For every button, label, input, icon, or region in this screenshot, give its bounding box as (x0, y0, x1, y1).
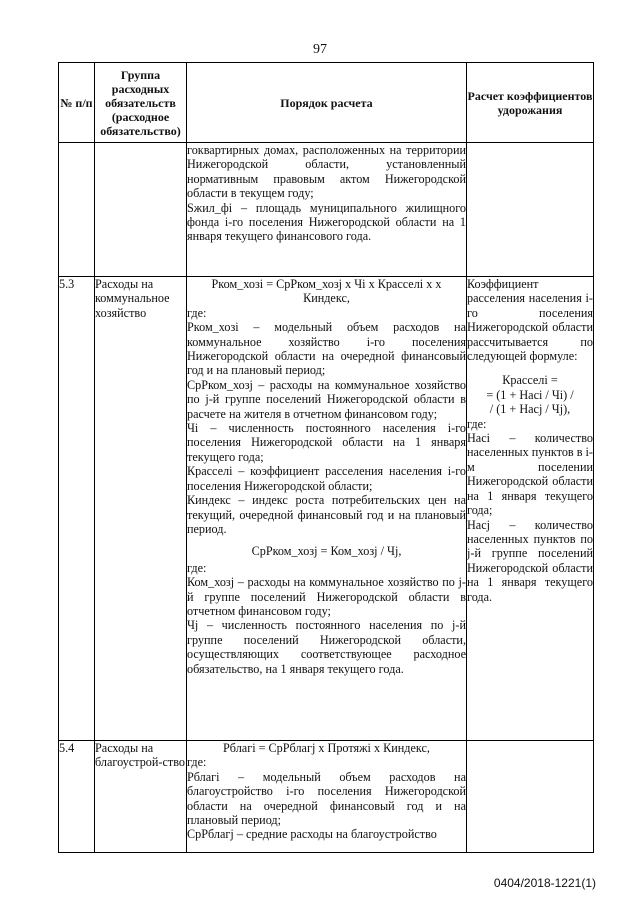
row-procedure (187, 741, 467, 853)
text-line: Красселi – коэффициент расселения населения i-го поселения Нижегородской области; (187, 464, 466, 493)
coef-formula: = (1 + Наci / Чi) / (486, 387, 574, 402)
document-code: 0404/2018-1221(1) (493, 876, 596, 890)
coef-line: Наci – количество населенных пунктов в i-м поселении Нижегородской области на 1 января текущего года; (467, 431, 593, 518)
coef-line: Наcj – количество населенных пунктов по j-й группе поселений Нижегородской области на 1 января текущего года. (467, 517, 593, 604)
continuation-line: гоквартирных домах, расположенных на территории Нижегородской области, установленный нормативным правовым актом Нижегородской области в текущем году; (187, 143, 466, 201)
table-row-5-3 (59, 277, 594, 741)
header-coefficient: Расчет коэффициентов удорожания (467, 63, 594, 143)
coef-line: где: (467, 416, 487, 431)
formula: Pком_хозi = СрРком_хозj х Чi х Красселi х х Киндекс, (211, 277, 442, 306)
row-procedure (187, 277, 467, 741)
row-group: Расходы на благоустрой-ство (95, 741, 187, 853)
header-row (59, 63, 594, 143)
text-line: где: (187, 560, 207, 575)
text-line: СрРком_хозj – расходы на коммунальное хозяйство по j-й группе поселений Нижегородской области в расчете на жителя в отчетном финансовом году; (187, 377, 466, 421)
text-line: где: (187, 305, 207, 320)
row-group: Расходы на коммунальное хозяйство (95, 277, 187, 741)
formula: Рблагi = СрРблагj х Протяжi х Киндекс, (223, 741, 430, 755)
header-num: № п/п (59, 63, 95, 143)
text-line: где: (187, 755, 207, 770)
text-line: Рблагi – модельный объем расходов на благоустройство i-го поселения Нижегородской области на очередной финансовый год и на плановый период; (187, 769, 466, 828)
table-row-5-4 (59, 741, 594, 853)
header-procedure: Порядок расчета (187, 63, 467, 143)
header-group: Группа расходных обязательств (расходное обязательство) (95, 63, 187, 143)
text-line: Ком_хозj – расходы на коммунальное хозяйство по j-й группе поселений Нижегородской области в отчетном финансовом году; (187, 575, 466, 618)
row-coefficient (467, 277, 594, 741)
row-number: 5.4 (59, 741, 95, 853)
coef-formula: / (1 + Наcj / Чj), (489, 402, 571, 417)
continuation-line: Sжил_фi – площадь муниципального жилищного фонда i-го поселения Нижегородской области на 1 января текущего финансового года. (187, 200, 466, 244)
coef-intro: Коэффициент расселения населения i-го поселения Нижегородской области рассчитывается по следующей формуле: (467, 277, 593, 364)
text-line: Чj – численность постоянного населения по j-й группе поселений Нижегородской области, осуществляющих соответствующее расходное обязательство, на 1 января текущего года. (187, 618, 466, 676)
text-line: Киндекс – индекс роста потребительских цен на текущий, очередной финансовый год и на плановый период. (187, 493, 466, 536)
continuation-text (187, 143, 467, 277)
formula: СрРком_хозj = Ком_хозj / Чj, (251, 544, 402, 559)
row-number: 5.3 (59, 277, 95, 741)
text-line: Pком_хозi – модельный объем расходов на коммунальное хозяйство i-го поселения Нижегородской области на очередной финансовый год и на плановый период; (187, 320, 466, 378)
text-line: СрРблагj – средние расходы на благоустройство (187, 827, 437, 842)
calculation-table (58, 62, 594, 853)
coef-formula: Красселi = (502, 373, 558, 388)
page-number: 97 (313, 42, 327, 57)
text-line: Чi – численность постоянного населения i-го поселения Нижегородской области на 1 января текущего года; (187, 421, 466, 464)
continuation-row (59, 143, 594, 277)
